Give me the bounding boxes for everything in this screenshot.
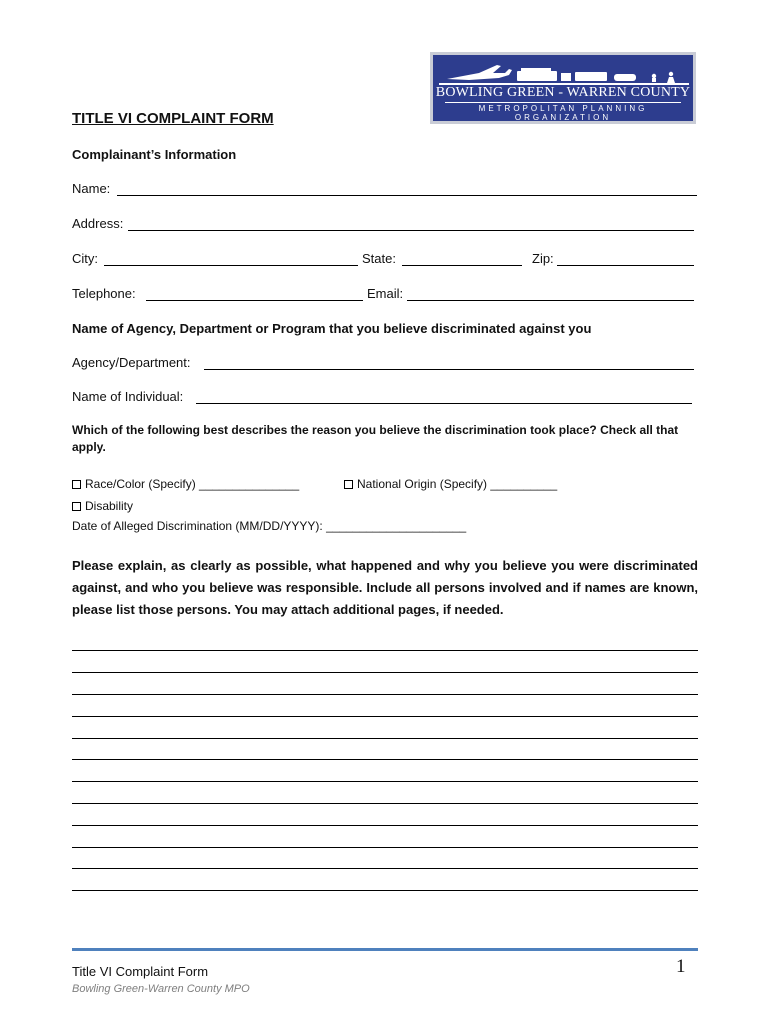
answer-line[interactable]	[72, 672, 698, 673]
race-option-label: Race/Color (Specify) _______________	[85, 477, 300, 491]
answer-line[interactable]	[72, 694, 698, 695]
address-label: Address:	[72, 216, 124, 231]
complainant-heading: Complainant’s Information	[72, 147, 237, 162]
telephone-field[interactable]	[146, 300, 363, 301]
state-label: State:	[362, 251, 396, 266]
zip-field[interactable]	[557, 265, 694, 266]
agency-heading: Name of Agency, Department or Program that you believe discriminated against you	[72, 321, 592, 336]
disability-option[interactable]	[72, 499, 133, 513]
individual-field[interactable]	[196, 403, 692, 404]
answer-line[interactable]	[72, 890, 698, 891]
footer-title: Title VI Complaint Form	[72, 964, 209, 979]
logo-subtitle: METROPOLITAN PLANNING ORGANIZATION	[478, 104, 648, 122]
answer-line[interactable]	[72, 868, 698, 869]
page-number: 1	[676, 956, 686, 977]
department-label: Agency/Department:	[72, 355, 191, 370]
email-field[interactable]	[407, 300, 694, 301]
origin-option[interactable]	[344, 477, 557, 491]
reason-question-continued: apply.	[72, 440, 106, 454]
name-field[interactable]	[117, 195, 697, 196]
department-field[interactable]	[204, 369, 694, 370]
zip-label: Zip:	[532, 251, 554, 266]
form-title: TITLE VI COMPLAINT FORM	[72, 110, 274, 127]
answer-line[interactable]	[72, 716, 698, 717]
logo-title: BOWLING GREEN - WARREN COUNTY	[435, 85, 691, 100]
answer-line[interactable]	[72, 847, 698, 848]
city-label: City:	[72, 251, 98, 266]
answer-line[interactable]	[72, 781, 698, 782]
origin-checkbox[interactable]	[344, 480, 353, 489]
disability-option-label: Disability	[85, 499, 134, 513]
answer-line[interactable]	[72, 650, 698, 651]
answer-line[interactable]	[72, 738, 698, 739]
state-field[interactable]	[402, 265, 522, 266]
address-field[interactable]	[128, 230, 694, 231]
telephone-label: Telephone:	[72, 286, 136, 301]
logo-divider	[445, 102, 681, 103]
footer-subtitle: Bowling Green-Warren County MPO	[72, 983, 250, 995]
alleged-date-label[interactable]: Date of Alleged Discrimination (MM/DD/YYYY): _____________________	[72, 519, 467, 533]
reason-question: Which of the following best describes the reason you believe the discrimination took place? Check all that	[72, 423, 679, 437]
explanation-instructions: Please explain, as clearly as possible, what happened and why you believe you were discriminated against, and who you believe was responsible. Include all persons involved and if names are known, please list those persons. You may attach additional pages, if needed.	[72, 558, 698, 617]
city-field[interactable]	[104, 265, 358, 266]
individual-label: Name of Individual:	[72, 389, 184, 404]
name-label: Name:	[72, 181, 111, 196]
origin-option-label: National Origin (Specify) __________	[357, 477, 558, 491]
answer-line[interactable]	[72, 759, 698, 760]
race-option[interactable]	[72, 477, 299, 491]
mpo-logo	[430, 52, 696, 124]
disability-checkbox[interactable]	[72, 502, 81, 511]
footer-divider	[72, 948, 698, 951]
race-checkbox[interactable]	[72, 480, 81, 489]
email-label: Email:	[367, 286, 404, 301]
answer-line[interactable]	[72, 803, 698, 804]
answer-line[interactable]	[72, 825, 698, 826]
